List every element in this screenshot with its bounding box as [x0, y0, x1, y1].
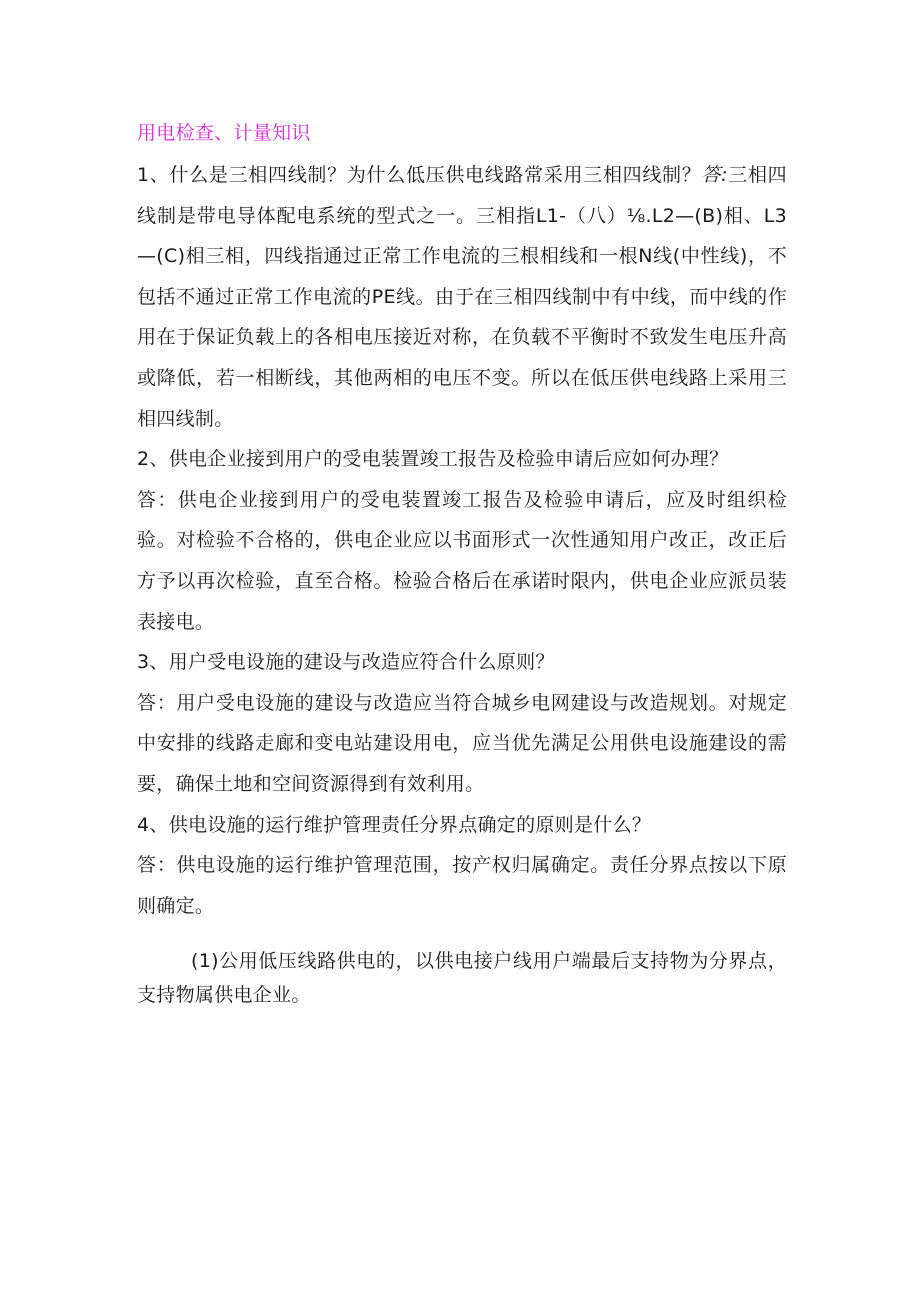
answer-3: 答：用户受电设施的建设与改造应当符合城乡电网建设与改造规划。对规定中安排的线路走廊和变电站建设用电，应当优先满足公用供电设施建设的需要，确保土地和空间资源得到有效利用。 [137, 691, 787, 795]
answer-2: 答：供电企业接到用户的受电装置竣工报告及检验申请后，应及时组织检验。对检验不合格的，供电企业应以书面形式一次性通知用户改正，改正后方予以再次检验，直至合格。检验合格后在承诺时限内，供电企业应派员装表接电。 [137, 488, 787, 633]
answer-4-item-1: (1)公用低压线路供电的，以供电接户线用户端最后支持物为分界点，支持物属供电企业。 [137, 950, 787, 1007]
document-body [137, 114, 787, 1012]
answer-4: 答：供电设施的运行维护管理范围，按产权归属确定。责任分界点按以下原则确定。 [137, 854, 787, 917]
document-title: 用电检查、计量知识 [137, 122, 311, 144]
question-1 [137, 155, 787, 439]
question-1-text: 1、什么是三相四线制？为什么低压供电线路常采用三相四线制？ [137, 164, 702, 186]
question-3: 3、用户受电设施的建设与改造应符合什么原则？ [137, 651, 555, 674]
answer-1-text: 三相四线制是带电导体配电系统的型式之一。三相指L1-（八）⅛.L2—(B)相、L3—(C)相三相，四线指通过正常工作电流的三根相线和一根N线(中性线)，不包括不通过正常工作电流的PE线。由于在三相四线制中有中线，而中线的作用在于保证负载上的各相电压接近对称，在负载不平衡时不致发生电压升高或降低，若一相断线，其他两相的电压不变。所以在低压供电线路上采用三相四线制。 [137, 164, 787, 430]
question-2: 2、供电企业接到用户的受电装置竣工报告及检验申请后应如何办理？ [137, 448, 729, 471]
answer-1-prefix: 答: [701, 164, 728, 186]
question-4: 4、供电设施的运行维护管理责任分界点确定的原则是什么？ [137, 813, 652, 836]
